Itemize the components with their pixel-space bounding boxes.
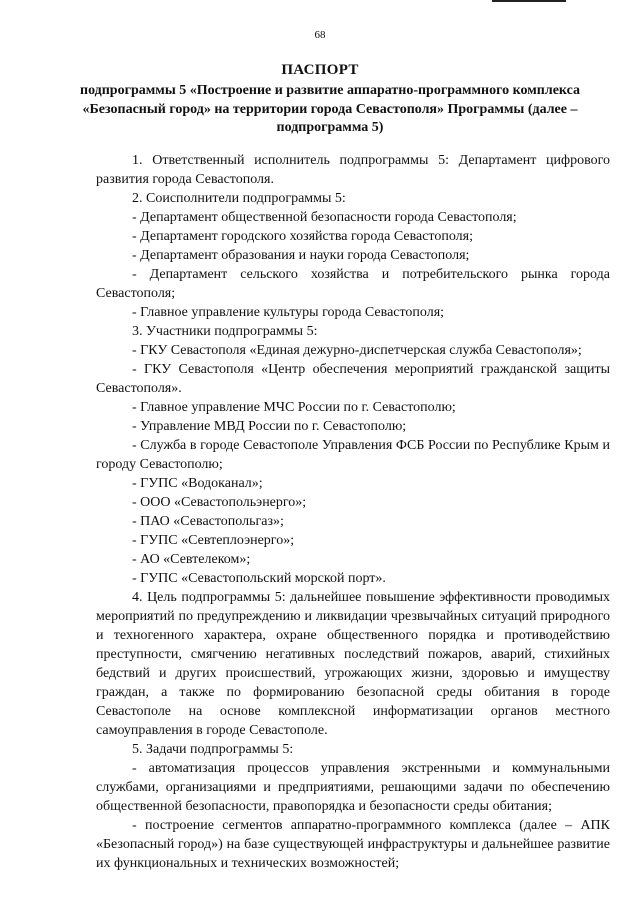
list-item: - ГКУ Севастополя «Центр обеспечения мероприятий гражданской защиты Севастополя». [96,362,610,396]
paragraph-coexecutors-heading: 2. Соисполнители подпрограммы 5: [132,191,346,206]
paragraph-responsible-executor: 1. Ответственный исполнитель подпрограммы 5: Департамент цифрового развития города Севастополя. [96,153,610,187]
list-item: - Департамент образования и науки города Севастополя; [132,248,470,263]
paragraph-tasks-heading: 5. Задачи подпрограммы 5: [132,742,294,757]
list-item: - Служба в городе Севастополе Управления ФСБ России по Республике Крым и городу Севастополю; [96,438,610,472]
document-subtitle: подпрограммы 5 «Построение и развитие аппаратно-программного комплекса «Безопасный город» на территории города Севастополя» Программы (далее – подпрограмма 5) [80,83,581,135]
list-item: - ГУПС «Севастопольский морской порт». [132,571,386,586]
top-edge-mark [492,0,566,2]
list-item: - Главное управление МЧС России по г. Севастополю; [132,400,456,415]
paragraph-goal: 4. Цель подпрограммы 5: дальнейшее повышение эффективности проводимых мероприятий по предупреждению и ликвидации чрезвычайных ситуаций природного и техногенного характера, охране общественного порядка и противодействию преступности, смягчению негативных последствий пожаров, аварий, стихийных бедствий и других происшествий, угрожающих жизни, здоровью и имуществу граждан, а также по формированию безопасной среды обитания в городе Севастополе на основе комплексной информатизации органов местного самоуправления в городе Севастополе. [96,590,610,738]
list-item: - Главное управление культуры города Севастополя; [132,305,445,320]
list-item: - Департамент городского хозяйства города Севастополя; [132,229,473,244]
list-item: - Департамент общественной безопасности города Севастополя; [132,210,517,225]
document-title: ПАСПОРТ [281,62,359,78]
list-item: - Управление МВД России по г. Севастополю; [132,419,407,434]
list-item: - АО «Севтелеком»; [132,552,251,567]
list-item: - ГУПС «Севтеплоэнерго»; [132,533,295,548]
document-body [96,151,610,873]
list-item: - ГКУ Севастополя «Единая дежурно-диспетчерская служба Севастополя»; [132,343,582,358]
page-number: 68 [314,29,326,41]
list-item: - автоматизация процессов управления экстренными и коммунальными службами, организациями и предприятиями, решающими задачи по обеспечению общественной безопасности, правопорядка и безопасности среды обитания; [96,761,610,814]
list-item: - ООО «Севастопольэнерго»; [132,495,307,510]
list-item: - построение сегментов аппаратно-программного комплекса (далее – АПК «Безопасный город») на базе существующей инфраструктуры и дальнейшее развитие их функциональных и технических возможностей; [96,818,610,871]
list-item: - ГУПС «Водоканал»; [132,476,263,491]
paragraph-participants-heading: 3. Участники подпрограммы 5: [132,324,318,339]
list-item: - Департамент сельского хозяйства и потребительского рынка города Севастополя; [96,267,610,301]
list-item: - ПАО «Севастопольгаз»; [132,514,284,529]
